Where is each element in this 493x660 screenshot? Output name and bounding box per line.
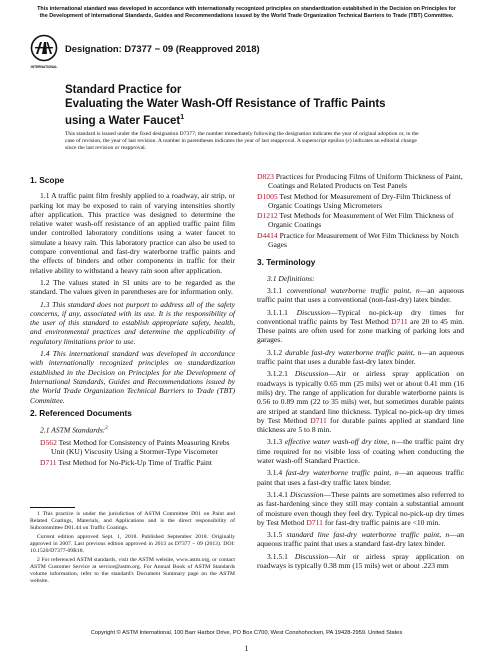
reference-d711: D711 Test Method for No-Pick-Up Time of Traffic Paint	[40, 457, 212, 467]
para-3-1: 3.1 Definitions:	[267, 273, 315, 283]
terminology-heading: 3. Terminology	[257, 257, 316, 268]
title-line-1: Standard Practice for	[65, 84, 182, 96]
ref-link-d1005[interactable]: D1005	[257, 191, 278, 201]
reference-d1212: D1212 Test Methods for Measurement of Wet Film Thickness of Organic Coatings	[257, 211, 454, 230]
ref-link-d711-b[interactable]: D711	[310, 415, 327, 425]
ref-link-d823[interactable]: D823	[257, 172, 274, 181]
ref-link-d562[interactable]: D562	[40, 437, 57, 447]
svg-text:INTERNATIONAL: INTERNATIONAL	[30, 65, 58, 69]
copyright-line: Copyright © ASTM International, 100 Barr Harbor Drive, PO Box C700, West Conshohocken, PA 19428-2959. United States	[90, 630, 403, 636]
reference-d1005: D1005 Test Method for Measurement of Dry-Film Thickness of Organic Coatings Using Micrometers	[257, 191, 452, 210]
para-3-1-2-1: 3.1.2.1 Discussion—Air or airless spray application on roadways is typically 0.65 mm (25 mils) wet or about 0.41 mm (16 mils) dry. The range of application for durable waterborne paints is 0.56 to 0.89 mm (22 to 35 mils) wet, but sometimes durable paints are striped at standard line thickness. Typical no-pick-up dry times by Test Method D711 for durable paints applied at standard line thickness are 5 to 8 min.	[257, 369, 465, 435]
para-2-1: 2.1 ASTM Standards:$^2$	[40, 425, 108, 435]
title-footnote-ref[interactable]: 1	[180, 114, 185, 121]
issuance-note: This standard is issued under the fixed designation D7377; the number immediately following the designation indicates the year of original adoption or, in the case of revision, the year of last revision. A number in parentheses indicates the year of last reapproval. A superscript epsilon (ε) indicates an editorial change since the last revision or reapproval.	[65, 131, 419, 151]
title-line-3: using a Water Faucet$^1$	[65, 114, 185, 127]
para-3-1-2: 3.1.2 durable fast-dry waterborne traffic paint, n—an aqueous traffic paint that uses a durable fast-dry latex binder.	[257, 347, 465, 367]
footnote-1-edition: Current edition approved Sept. 1, 2018. Published September 2018. Originally approved in 2007. Last previous edition approved in 2013 as D7377 – 09 (2013). DOI: 10.1520/D7377-09R18.	[30, 534, 235, 554]
para-3-1-4-1: 3.1.4.1 Discussion—These paints are sometimes also referred to as fast-hardening since they still may contain a substantial amount of moisture even though they feel dry. Typical no-pick-up dry times by Test Method D711 for fast-dry traffic paints are <10 min.	[257, 489, 465, 527]
reference-d562: D562 Test Method for Consistency of Paints Measuring Krebs Unit (KU) Viscosity Using a Stormer-Type Viscometer	[40, 437, 230, 457]
standard-notice: This international standard was developed in accordance with internationally recognized principles on standardization established in the Decision on Principles for the Development of International Standards, Guides and Recommendations issued by the World Trade Organization Technical Barriers to Trade (TBT) Committee.	[37, 6, 456, 19]
para-3-1-5: 3.1.5 standard line fast-dry waterborne traffic paint, n—an aqueous traffic paint that uses a standard fast-dry latex binder.	[257, 530, 464, 549]
scope-heading: 1. Scope	[30, 175, 65, 185]
document-title	[65, 84, 395, 128]
para-3-1-1: 3.1.1 conventional waterborne traffic paint, n—an aqueous traffic paint that uses a conventional (non-fast-dry) latex binder.	[257, 285, 465, 305]
referenced-documents-heading: 2. Referenced Documents	[30, 407, 132, 418]
para-1-1: 1.1 A traffic paint film freshly applied to a roadway, air strip, or parking lot may be exposed to rain of varying intensities shortly after application. This practice was designed to determine the relative water wash-off resistance of an applied traffic paint film under controlled laboratory conditions using a water faucet to simulate a heavy rain. This laboratory practice can also be used to compare conventional and fast-dry waterborne traffic paints and the effects of binders and other components in traffic for their relative ability to withstand a heavy rain soon after application.	[30, 191, 235, 275]
ref-link-d4414[interactable]: D4414	[257, 230, 278, 240]
reference-d823: D823 Practices for Producing Films of Uniform Thickness of Paint, Coatings and Related Products on Test Panels	[257, 172, 463, 191]
para-1-4: 1.4 This international standard was developed in accordance with internationally recognized principles on standardization established in the Decision on Principles for the Development of International Standards, Guides and Recommendations issued by the World Trade Organization Technical Barriers to Trade (TBT) Committee.	[30, 349, 235, 405]
footnote-divider	[30, 507, 75, 508]
designation: Designation: D7377 − 09 (Reapproved 2018)	[65, 43, 260, 54]
ref-link-d1212[interactable]: D1212	[257, 211, 278, 221]
ref-link-d711[interactable]: D711	[40, 457, 57, 467]
footnote-2-ref[interactable]: 2	[105, 426, 108, 432]
title-line-2: Evaluating the Water Wash-Off Resistance of Traffic Paints	[65, 97, 386, 110]
para-1-2: 1.2 The values stated in SI units are to be regarded as the standard. The values given in parentheses are for information only.	[30, 277, 235, 297]
astm-logo	[30, 34, 58, 72]
para-1-3: 1.3 This standard does not purport to address all of the safety concerns, if any, associated with its use. It is the responsibility of the user of this standard to establish appropriate safety, health, and environmental practices and determine the applicability of regulatory limitations prior to use.	[30, 299, 235, 346]
para-3-1-4: 3.1.4 fast-dry waterborne traffic paint, n—an aqueous traffic paint that uses a fast-dry traffic latex binder.	[257, 468, 464, 487]
page-number: 1	[244, 644, 249, 653]
para-3-1-5-1: 3.1.5.1 Discussion—Air or airless spray application on roadways is typically 0.38 mm (15 mils) wet or about .223 mm	[257, 551, 465, 570]
left-column	[30, 172, 235, 468]
footnote-2: 2 For referenced ASTM standards, visit the ASTM website, www.astm.org, or contact ASTM Customer Service at service@astm.org. For Annual Book of ASTM Standards volume information, refer to the standard's Document Summary page on the ASTM website.	[30, 557, 235, 584]
right-column	[257, 172, 464, 573]
footnotes	[30, 511, 235, 587]
reference-d4414: D4414 Practice for Measurement of Wet Film Thickness by Notch Gages	[257, 230, 459, 250]
ref-link-d711-c[interactable]: D711	[306, 517, 323, 527]
ref-link-d711-a[interactable]: D711	[391, 316, 408, 326]
para-3-1-1-1: 3.1.1.1 Discussion—Typical no-pick-up dry times for conventional traffic paints by Test Method D711 are 20 to 45 min. These paints are often used for zone marking of parking lots and garages.	[257, 307, 464, 345]
footnote-1: 1 This practice is under the jurisdiction of ASTM Committee D01 on Paint and Related Coatings, Materials, and Applications and is the direct responsibility of Subcommittee D01.44 on Traffic Coatings.	[30, 511, 235, 531]
para-3-1-3: 3.1.3 effective water wash-off dry time, n—the traffic paint dry time required for no visible loss of coating when conducting the water wash-off Standard Practice.	[257, 437, 464, 466]
